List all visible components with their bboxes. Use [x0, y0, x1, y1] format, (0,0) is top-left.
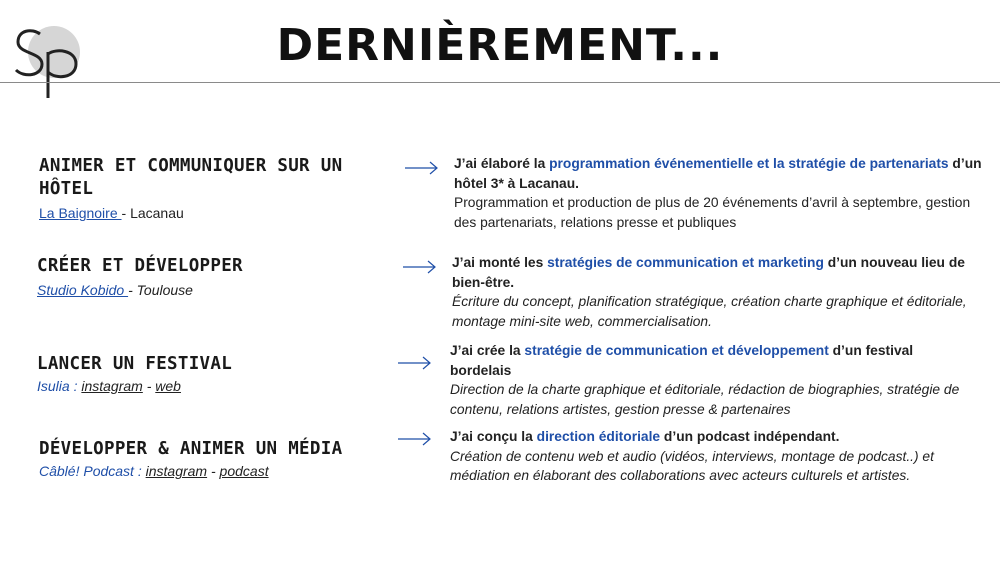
experience-heading: ANIMER ET COMMUNIQUER SUR UN HÔTEL	[39, 156, 343, 199]
description-detail: Création de contenu web et audio (vidéos, interviews, montage de podcast..) et médiation en élaborant des collaborations avec acteurs culturels et artistes.	[450, 448, 934, 483]
experience-description	[450, 427, 970, 486]
experience-subtitle: La Baignoire - Lacanau	[39, 205, 184, 221]
experience-heading: CRÉER ET DÉVELOPPER	[37, 256, 243, 276]
experience-hotel	[39, 155, 369, 223]
experience-heading: DÉVELOPPER & ANIMER UN MÉDIA	[39, 439, 343, 459]
description-detail: Écriture du concept, planification stratégique, création charte graphique et éditoriale, montage mini-site web, commercialisation.	[452, 294, 967, 329]
experience-media	[39, 438, 379, 481]
experience-studio	[37, 255, 367, 300]
instagram-link[interactable]: instagram	[145, 463, 208, 479]
experience-description	[454, 154, 984, 232]
experience-subtitle: Studio Kobido - Toulouse	[37, 282, 193, 298]
la-baignoire-link[interactable]: La Baignoire	[39, 205, 122, 221]
studio-kobido-link[interactable]: Studio Kobido	[37, 282, 129, 298]
description-lead: J’ai crée la stratégie de communication et développement d’un festival bordelais	[450, 343, 914, 378]
header-divider	[0, 82, 1000, 83]
experience-description	[452, 253, 987, 331]
page-title: DERNIÈREMENT...	[276, 20, 724, 71]
experience-description	[450, 341, 970, 419]
description-lead: J’ai monté les stratégies de communication et marketing d’un nouveau lieu de bien-être.	[452, 255, 965, 290]
experience-subtitle: Câblé! Podcast : instagram - podcast	[39, 463, 269, 479]
experience-subtitle: Isulia : instagram - web	[37, 378, 181, 394]
description-detail: Programmation et production de plus de 20 événements d’avril à septembre, gestion des partenariats, relations presse et publiques	[454, 195, 971, 230]
instagram-link[interactable]: instagram	[81, 378, 143, 394]
podcast-link[interactable]: podcast	[219, 463, 269, 479]
experience-festival	[37, 353, 367, 396]
description-lead: J’ai conçu la direction éditoriale d’un podcast indépendant.	[450, 429, 840, 444]
description-detail: Direction de la charte graphique et éditoriale, rédaction de biographies, stratégie de contenu, relations artistes, gestion presse & partenaires	[450, 382, 960, 417]
arrow-right-icon	[398, 432, 432, 446]
arrow-right-icon	[398, 356, 432, 370]
location-text: Toulouse	[136, 282, 193, 298]
arrow-right-icon	[403, 260, 437, 274]
description-lead: J’ai élaboré la programmation événementielle et la stratégie de partenariats d’un hôtel 3* à Lacanau.	[454, 156, 982, 191]
location-text: Lacanau	[130, 205, 184, 221]
web-link[interactable]: web	[155, 378, 181, 394]
arrow-right-icon	[405, 161, 439, 175]
experience-heading: LANCER UN FESTIVAL	[37, 354, 233, 374]
